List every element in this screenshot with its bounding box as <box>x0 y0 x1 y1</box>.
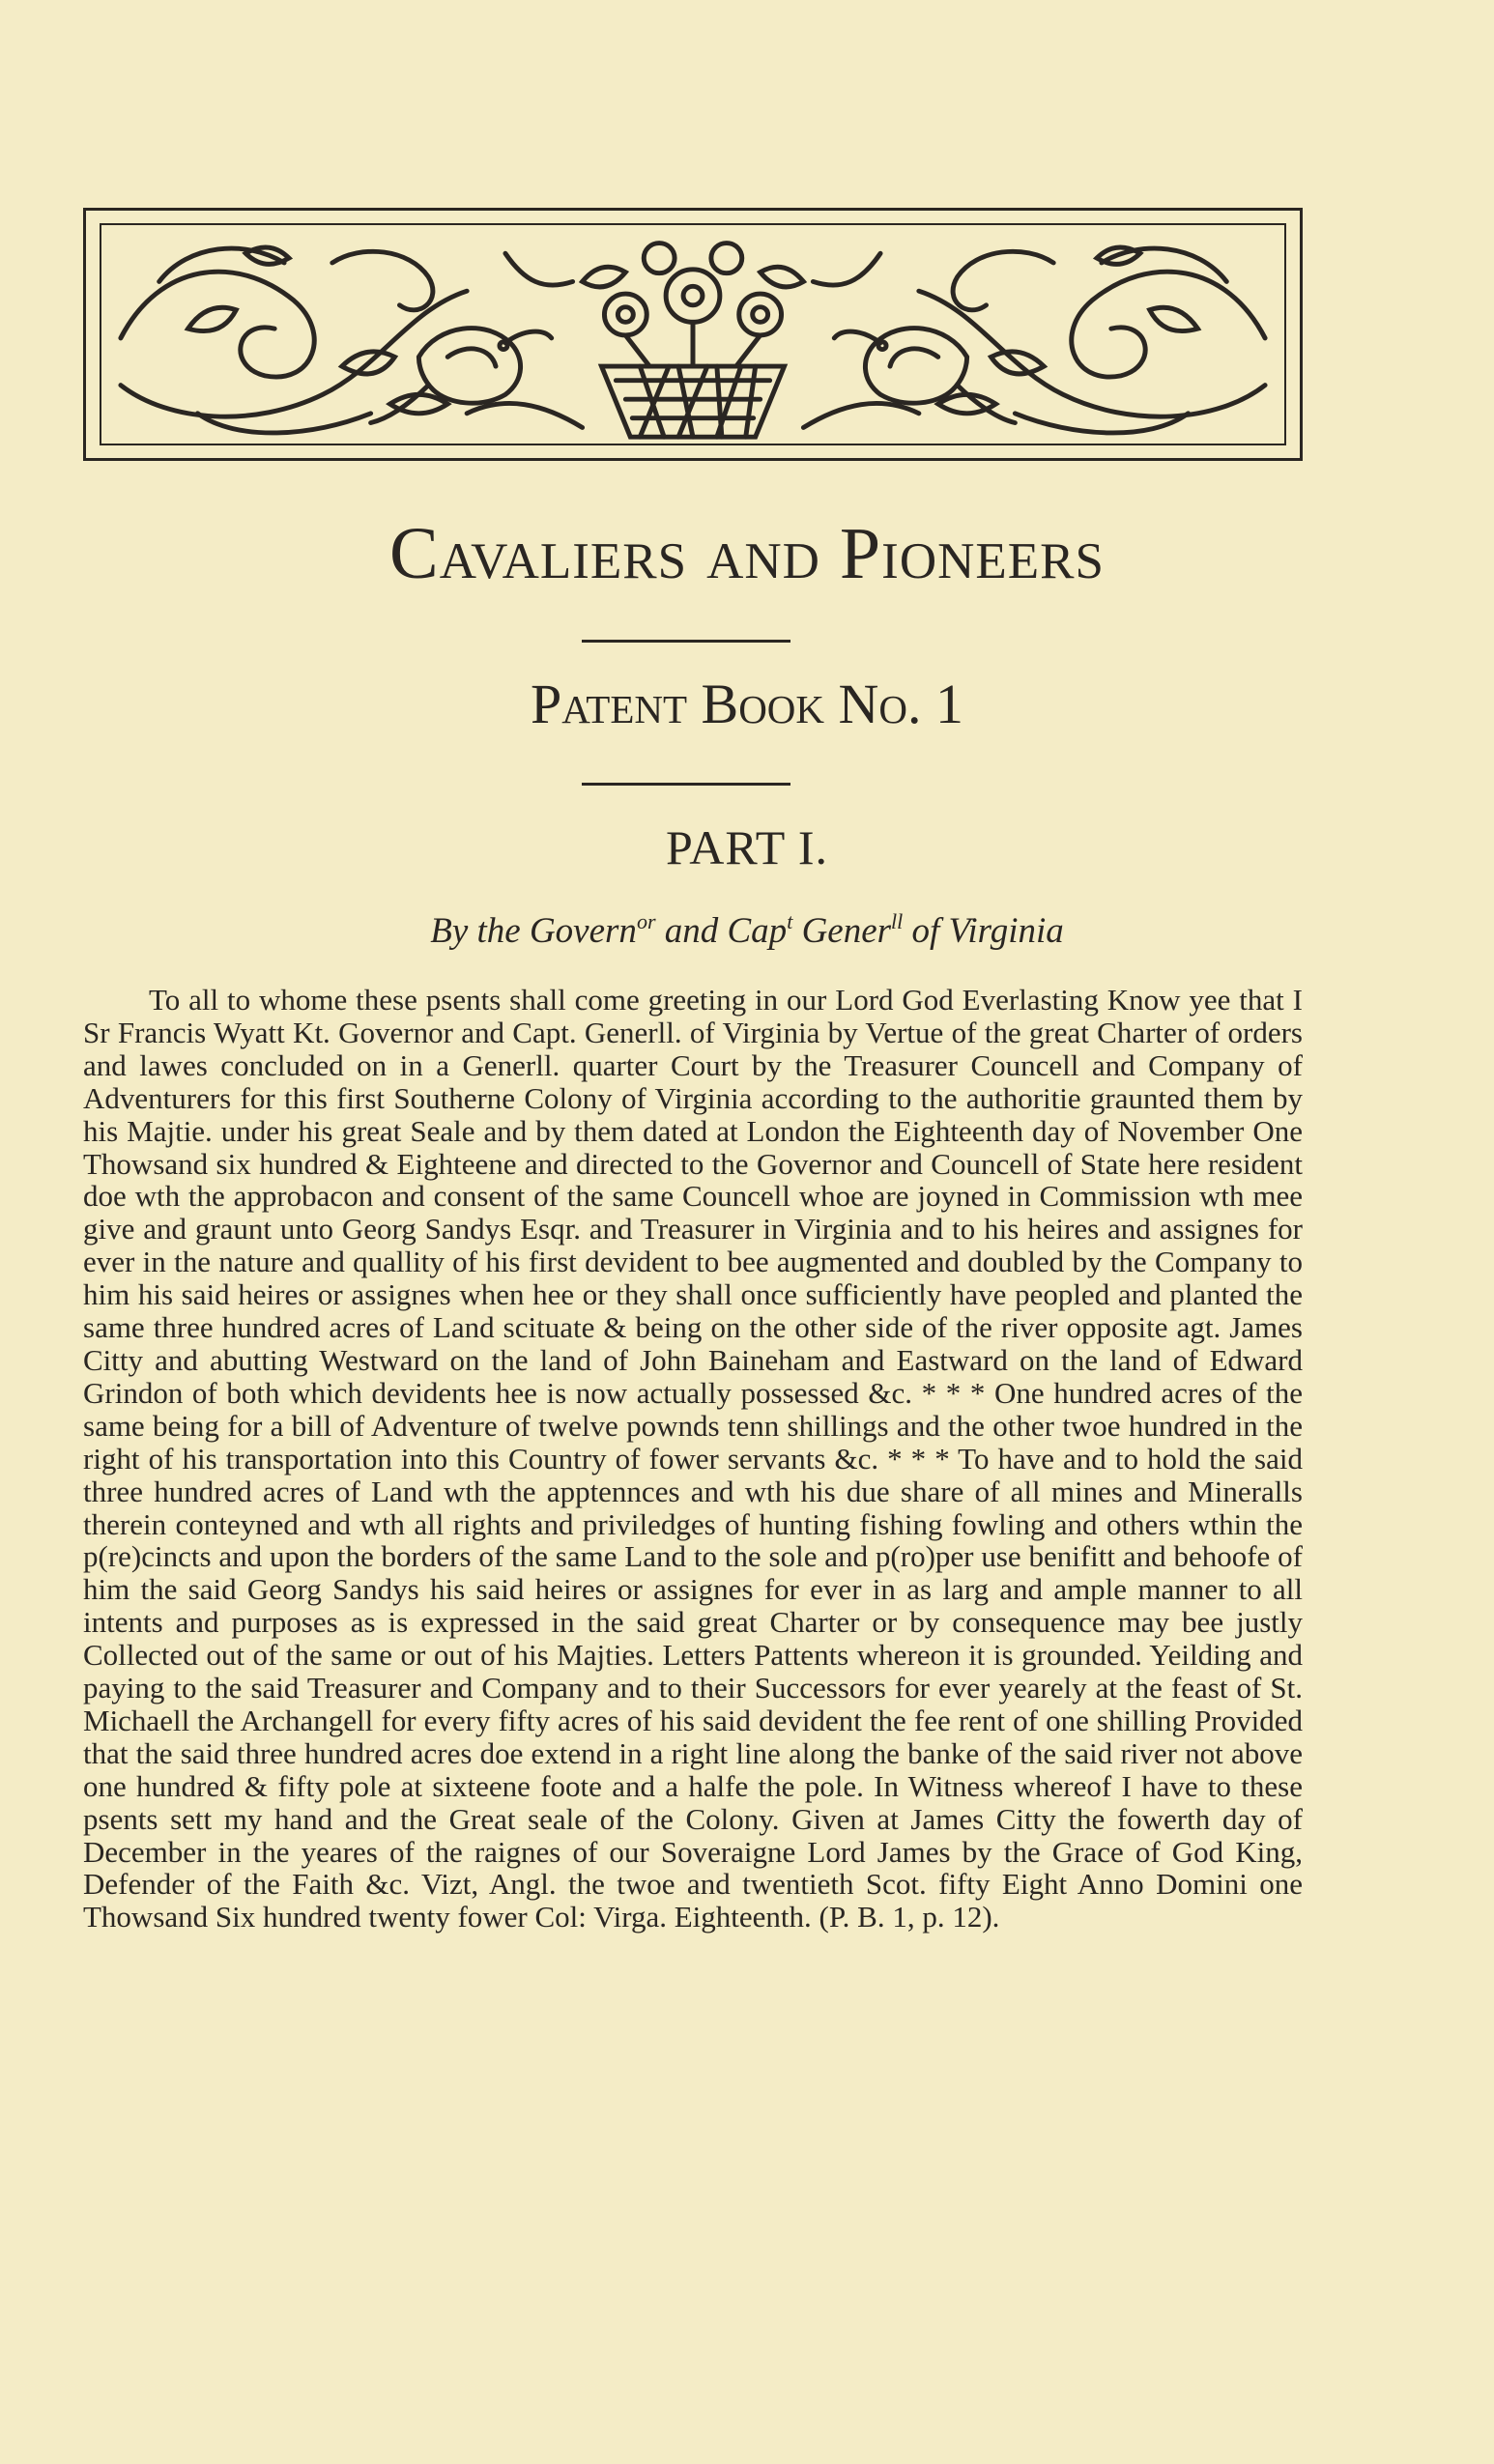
floral-basket-birds-ornament-icon <box>101 225 1284 444</box>
byline-text-4: of Virginia <box>903 911 1064 951</box>
byline <box>0 909 1494 951</box>
headpiece-frame <box>100 223 1286 445</box>
byline-text-3: Gener <box>792 911 892 951</box>
byline-text-1: By the Govern <box>430 911 637 951</box>
patent-text-paragraph: To all to whome these psents shall come greeting in our Lord God Everlasting Know yee that I Sr Francis Wyatt Kt. Governor and Capt. Generll. of Virginia by Vertue of the great Charter of orders and lawes concluded on in a Generll. quarter Court by the Treasurer Councell and Company of Adventurers for this first Southerne Colony of Virginia according to the authoritie graunted them by his Majtie. under his great Seale and by them dated at London the Eighteenth day of November One Thowsand six hundred & Eighteene and directed to the Governor and Councell of State here resident doe wth the approbacon and consent of the same Councell whoe are joyned in Commission wth mee give and graunt unto Georg Sandys Esqr. and Treasurer in Virginia and to his heires and assignes for ever in the nature and quallity of his first devident to bee augmented and doubled by the Company to him his said heires or assignes when hee or they shall once sufficiently have peopled and planted the same three hundred acres of Land scituate & being on the other side of the river opposite agt. James Citty and abutting Westward on the land of John Baineham and Eastward on the land of Edward Grindon of both which devidents hee is now actually possessed &c. * * * One hundred acres of the same being for a bill of Adventure of twelve pownds tenn shillings and the other twoe hundred in the right of his transportation into this Country of fower servants &c. * * * To have and to hold the said three hundred acres of Land wth the apptennces and wth his due share of all mines and Mineralls therein conteyned and wth all rights and priviledges of hunting fishing fowling and others wthin the p(re)cincts and upon the borders of the same Land to the sole and p(ro)per use benifitt and behoofe of him the said Georg Sandys his said heires or assignes for ever in as larg and ample manner to all intents and purposes as is expressed in the said great Charter or by consequence may bee justly Collected out of the same or out of his Majties. Letters Pattents whereon it is grounded. Yeilding and paying to the said Treasurer and Company and to their Successors for ever yearely at the feast of St. Michaell the Archangell for every fifty acres of his said devident the fee rent of one shilling Provided that the said three hundred acres doe extend in a right line along the banke of the said river not above one hundred & fifty pole at sixteene foote and a halfe the pole. In Witness whereof I have to these psents sett my hand and the Great seale of the Colony. Given at James Citty the fowerth day of December in the yeares of the raignes of our Soveraigne Lord James by the Grace of God King, Defender of the Faith &c. Vizt, Angl. the twoe and twentieth Scot. fifty Eight Anno Domini one Thowsand Six hundred twenty fower Col: Virga. Eighteenth. (P. B. 1, p. 12). <box>83 983 1303 1934</box>
title-divider <box>582 640 790 643</box>
byline-sup-2: t <box>787 909 793 933</box>
byline-text-2: and Cap <box>655 911 788 951</box>
part-heading: PART I. <box>666 820 828 874</box>
section-subtitle: Patent Book No. 1 <box>530 673 964 735</box>
byline-sup-3: ll <box>891 909 904 933</box>
subtitle-divider <box>582 783 790 786</box>
byline-sup-1: or <box>636 909 656 933</box>
book-title: Cavaliers and Pioneers <box>389 513 1105 594</box>
ornamental-headpiece <box>83 208 1303 461</box>
